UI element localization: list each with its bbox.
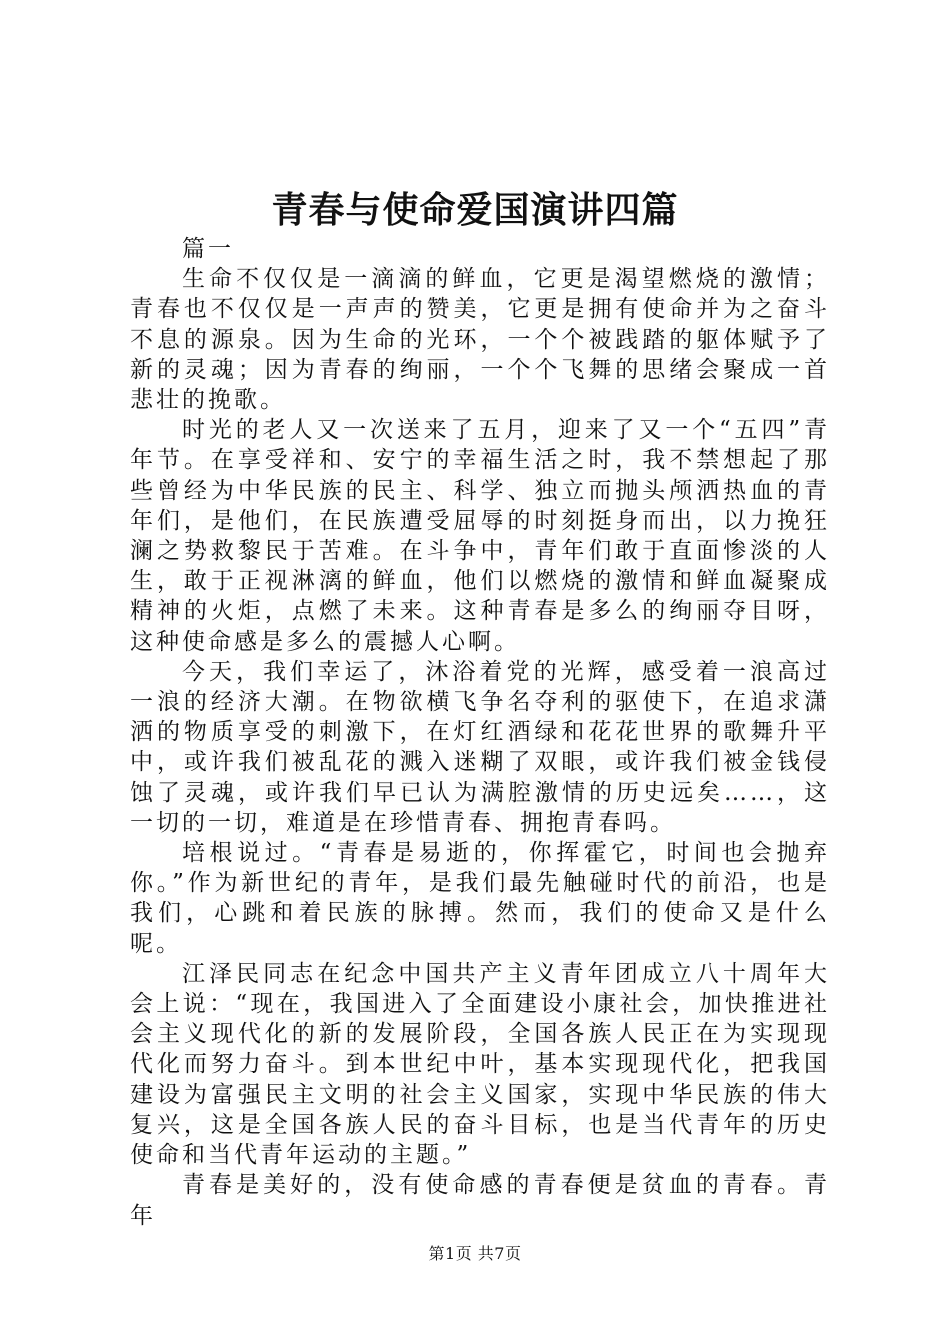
- page-footer: 第1页 共7页: [428, 1244, 522, 1263]
- paragraph: 培根说过。“青春是易逝的，你挥霍它，时间也会抛弃你。”作为新世纪的青年，是我们最先触碰时代的前沿，也是我们，心跳和着民族的脉搏。然而，我们的使命又是什么呢。: [130, 840, 830, 957]
- document-title: 青春与使命爱国演讲四篇: [271, 189, 679, 231]
- document-body: [130, 234, 830, 1231]
- paragraph-section-heading: 篇一: [182, 236, 234, 262]
- paragraph: 今天，我们幸运了，沐浴着党的光辉，感受着一浪高过一浪的经济大潮。在物欲横飞争名夺利的驱使下，在追求潇洒的物质享受的刺激下，在灯红酒绿和花花世界的歌舞升平中，或许我们被乱花的溅入迷糊了双眼，或许我们被金钱侵蚀了灵魂，或许我们早已认为满腔激情的历史远矣……，这一切的一切，难道是在珍惜青春、拥抱青春吗。: [130, 658, 830, 836]
- paragraph: 江泽民同志在纪念中国共产主义青年团成立八十周年大会上说：“现在，我国进入了全面建设小康社会，加快推进社会主义现代化的新的发展阶段，全国各族人民正在为实现现代化而努力奋斗。到本世纪中叶，基本实现现代化，把我国建设为富强民主文明的社会主义国家，实现中华民族的伟大复兴，这是全国各族人民的奋斗目标，也是当代青年的历史使命和当代青年运动的主题。”: [130, 960, 830, 1169]
- paragraph: 青春是美好的，没有使命感的青春便是贫血的青春。青年: [130, 1172, 830, 1229]
- paragraph: 时光的老人又一次送来了五月，迎来了又一个“五四”青年节。在享受祥和、安宁的幸福生活之时，我不禁想起了那些曾经为中华民族的民主、科学、独立而抛头颅洒热血的青年们，是他们，在民族遭受屈辱的时刻挺身而出，以力挽狂澜之势救黎民于苦难。在斗争中，青年们敢于直面惨淡的人生，敢于正视淋漓的鲜血，他们以燃烧的激情和鲜血凝聚成精神的火炬，点燃了未来。这种青春是多么的绚丽夺目呀，这种使命感是多么的震撼人心啊。: [130, 417, 830, 655]
- paragraph: 生命不仅仅是一滴滴的鲜血，它更是渴望燃烧的激情；青春也不仅仅是一声声的赞美，它更是拥有使命并为之奋斗不息的源泉。因为生命的光环，一个个被践踏的躯体赋予了新的灵魂；因为青春的绚丽，一个个飞舞的思绪会聚成一首悲壮的挽歌。: [130, 266, 830, 414]
